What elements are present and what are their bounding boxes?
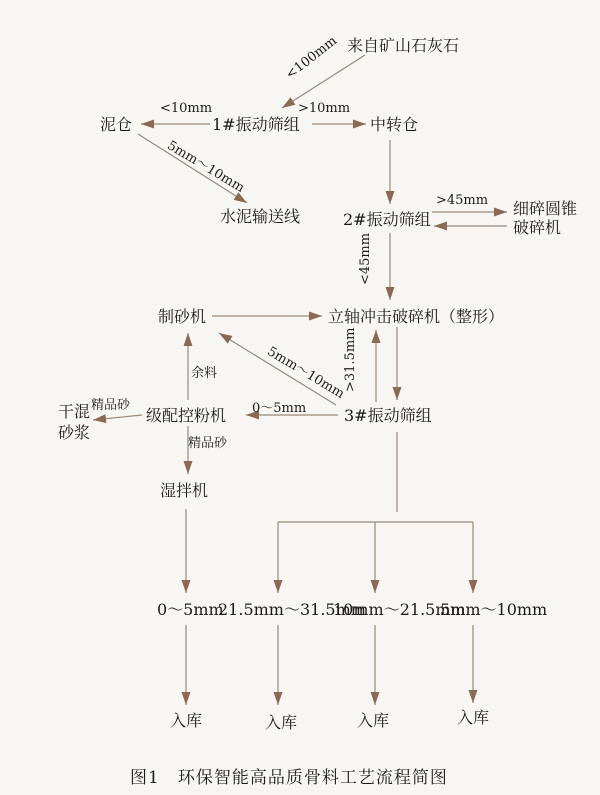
label-0-5: 0～5mm [252,401,307,416]
edge-screen1-to-mud-arrowhead [141,120,154,129]
node-cement-line: 水泥输送线 [220,207,301,226]
node-dry-mortar-line2: 砂浆 [58,423,91,442]
edge-transfer-to-screen2-arrowhead [386,191,395,204]
edge-grader-to-sandmaker-arrowhead [184,333,193,346]
node-screen3: 3#振动筛组 [344,406,432,425]
node-dry-mortar-line1: 干混 [58,402,91,421]
edge-21.5-31.5-to-storage-arrowhead [274,692,283,705]
label-lt10: <10mm [160,101,213,116]
edge-screen2-to-cone-arrowhead [494,208,507,217]
edge-dist-to-5-10-arrowhead [469,580,478,593]
edge-screen3-to-sandmaker-line [219,333,336,405]
edge-mixer-to-0-5-arrowhead [182,580,191,593]
edge-dist-to-21.5-31.5-arrowhead [274,580,283,593]
node-vsi-crusher: 立轴冲击破碎机（整形） [328,307,505,326]
node-storage-1: 入库 [170,711,203,730]
label-lt45: <45mm [358,232,373,285]
node-storage-2: 入库 [265,713,298,732]
node-sand-maker: 制砂机 [158,307,207,326]
label-fine-sand-left: 精品砂 [91,398,131,413]
node-mud-bin: 泥仓 [100,115,133,134]
node-output-10-21.5: 10mm～21.5mm [333,600,466,619]
label-gt45: >45mm [436,193,489,208]
edge-0-5-to-storage-arrowhead [182,692,191,705]
node-screen2: 2#振动筛组 [343,210,431,229]
label-gt31.5: >31.5mm [343,327,358,392]
edge-5-10-to-storage-arrowhead [469,690,478,703]
node-transfer-bin: 中转仓 [370,115,419,134]
node-storage-4: 入库 [457,708,490,727]
node-output-21.5-31.5: 21.5mm～31.5mm [218,600,366,619]
node-wet-mixer: 湿拌机 [160,481,209,500]
edge-screen3-to-vsi-arrowhead [372,330,381,343]
label-surplus: 余料 [191,366,218,381]
label-lt100: <100mm [283,33,340,83]
edge-screen1-to-transfer-arrowhead [353,120,366,129]
node-storage-3: 入库 [357,711,390,730]
node-grader: 级配控粉机 [146,406,227,425]
node-cone-crusher-line1: 细碎圆锥 [513,199,578,218]
node-source: 来自矿山石灰石 [347,36,460,55]
edge-grader-to-dry-mortar-arrowhead [93,414,106,423]
edge-10-21.5-to-storage-arrowhead [371,692,380,705]
edge-screen3-to-sandmaker-arrowhead [219,333,232,344]
edge-grader-to-mixer-arrowhead [184,461,193,474]
edge-vsi-to-screen3-arrowhead [393,387,402,400]
edge-cone-to-screen2-arrowhead [434,222,447,231]
edge-source-to-screen1-arrowhead [282,97,295,108]
edge-dist-to-10-21.5-arrowhead [371,580,380,593]
edge-screen2-to-vsi-arrowhead [386,287,395,300]
edge-mud-to-cement-line [138,134,247,203]
node-output-0-5: 0～5mm [157,600,224,619]
label-gt10: >10mm [298,101,351,116]
node-screen1: 1#振动筛组 [212,115,300,134]
label-5-10-return: 5mm～10mm [264,344,347,402]
figure-caption: 图1 环保智能高品质骨料工艺流程简图 [130,768,448,788]
node-output-5-10: 5mm～10mm [440,600,548,619]
node-cone-crusher-line2: 破碎机 [513,218,562,237]
label-5-10-cement: 5mm～10mm [164,138,247,196]
label-fine-sand-down: 精品砂 [188,436,228,451]
edge-sandmaker-to-vsi-arrowhead [309,312,322,321]
